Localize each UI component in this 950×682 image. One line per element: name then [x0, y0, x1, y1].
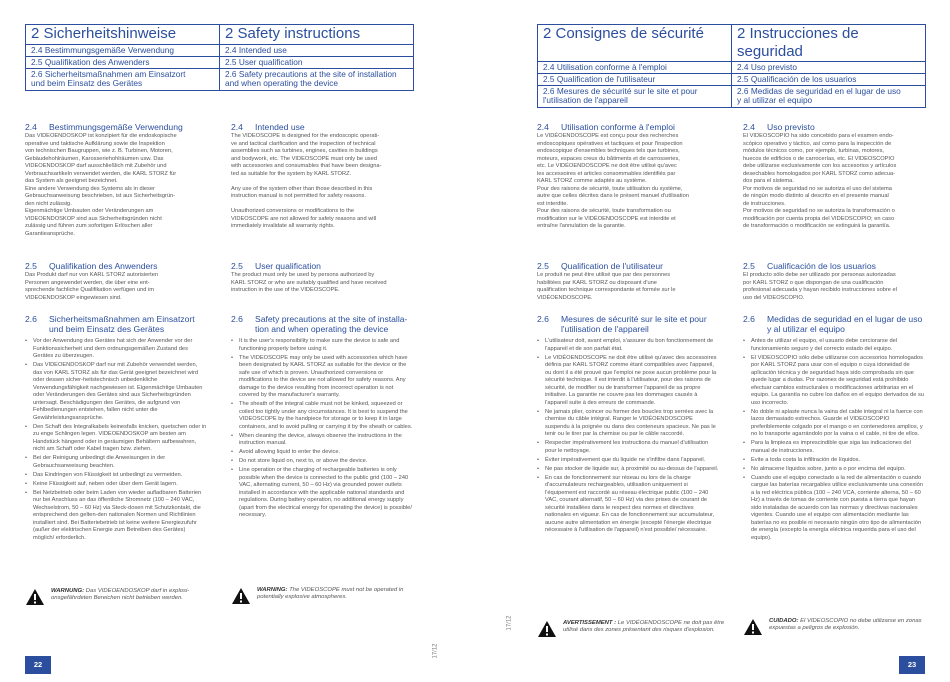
list-item: • Vor der Anwendung des Gerätes hat sich der Anwender vor der Funktionssicherheit und dem ordnungsgemäßen Zustand des Gerätes zu überzeugen.: [25, 338, 207, 361]
section-number: 2.5: [231, 261, 243, 271]
section-number: 2.6: [743, 314, 755, 324]
warning-icon: [743, 618, 763, 636]
list-item: • Bei der Reinigung unbedingt die Anweisungen in der Gebrauchsanweisung beachten.: [25, 455, 207, 470]
list-item: • Avoid allowing liquid to enter the device.: [231, 449, 413, 457]
toc-row-es-1[interactable]: 2.4 Uso previsto: [732, 62, 926, 74]
bullet-list-es: [743, 338, 925, 544]
list-item: • No almacene líquidos sobre, junto a o por encima del equipo.: [743, 466, 925, 474]
list-item: • Antes de utilizar el equipo, el usuario debe cerciorarse del funcionamiento seguro y del correcto estado del equipo.: [743, 338, 925, 353]
list-item: • Das VIDEOENDOSKOP darf nur mit Zubehör verwendet werden, das von KARL STORZ als für das Gerät geeignet bezeichnet wird oder dessen sicher-heitstechnisch unbedenkliche Verwendungsfähigkeit nachgewiesen ist. Eigenmächtige Umbauten oder Veränderungen des Gerätes sind aus Sicherheitsgründen untersagt. Beschädigungen des Gerätes, die aufgrund von Fehlbedienungen entstehen, fallen nicht unter die Gewährleistungsansprüche.: [25, 362, 207, 422]
paragraph-es-2-5: El producto sólo debe ser utilizado por personas autorizadas por KARL STORZ o que dispongan de una cualificación profesional adecuada y hayan recibido instrucciones sobre el uso del VIDEOSCOPIO.: [743, 272, 897, 301]
warning-icon: [231, 587, 251, 605]
list-item: • No doble ni aplaste nunca la vaina del cable integral ni la fuerce con lazos demasiado estrechos. Guarde el VIDEOSCOPIO preferiblemente colgado por el mango o en contenedores amplios, y no lo transporte agarrándolo por la vaina o el cable, ni tire de ellos.: [743, 409, 925, 439]
toc-row-es-3[interactable]: 2.6 Medidas de seguridad en el lugar de uso y al utilizar el equipo: [732, 86, 926, 108]
paragraph-de-2-5: Das Produkt darf nur von KARL STORZ autorisierten Personen angewendet werden, die über eine ent- sprechende fachliche Qualifikation verfügen und im VIDEOENDOSKOP eingewiesen sind.: [25, 272, 159, 301]
paragraph-es-2-4: El VIDEOSCOPIO ha sido concebido para el examen endo- scópico operativo y táctico, así como para la inspección de módulos técnicos como, por ejemplo, turbinas, motores, huecos de edificios o de carrocerías, etc. El VIDEOSCOPIO debe utilizarse exclusivamente con los accesorios y artículos desechables homologados por KARL STORZ como adecua- dos para el sistema. Por motivos de seguridad no se autoriza el uso del sistema de ningún modo distinto al descrito en el presente manual de instrucciones. Por motivos de seguridad no se autoriza la transformación o modificación por cuenta propia del VIDEOSCOPIO; en caso de transformación o modificación se extinguirá la garantía.: [743, 133, 897, 229]
warning-text: El VIDEOSCOPIO no debe utilizarse en zonas expuestas a peligros de explosión.: [769, 618, 922, 632]
list-item: • Evite a toda costa la infiltración de líquidos.: [743, 457, 925, 465]
warning-text: Le VIDÉOENDOSCOPE ne doit pas être utilisé dans des zones présentant des risques d'explosion.: [563, 620, 725, 634]
section-number: 2.5: [743, 261, 755, 271]
section-heading-de-2-5: [25, 261, 157, 271]
list-item: • Do not store liquid on, next to, or above the device.: [231, 458, 413, 466]
section-number: 2.6: [231, 314, 243, 324]
list-item: • Das Eindringen von Flüssigkeit ist unbedingt zu vermeiden.: [25, 472, 207, 480]
section-heading-es-2-4: [743, 122, 815, 132]
page-number-left: 22: [25, 656, 51, 674]
toc-row-fr-2[interactable]: 2.5 Qualification de l'utilisateur: [538, 74, 732, 86]
paragraph-fr-2-5: Le produit ne peut être utilisé que par des personnes habilitées par KARL STORZ ou disposant d'une qualification technique correspondante et formée sur le VIDÉOENDOSCOPE.: [537, 272, 676, 301]
section-title: Safety precautions at the site of installa- tion and when operating the device: [255, 314, 408, 334]
section-number: 2.5: [25, 261, 37, 271]
section-heading-fr-2-5: [537, 261, 663, 271]
list-item: • It is the user's responsibility to make sure the device is safe and functioning properly before using it.: [231, 338, 413, 353]
section-number: 2.5: [537, 261, 549, 271]
toc-row-fr-3[interactable]: 2.6 Mesures de sécurité sur le site et pour l'utilisation de l'appareil: [538, 86, 732, 108]
warning-en: [231, 587, 421, 605]
section-heading-en-2-5: [231, 261, 321, 271]
section-heading-fr-2-6: [537, 314, 707, 334]
list-item: • Cuando use el equipo conectado a la red de alimentación o cuando cargue las baterías recargables utilice exclusivamente una conexión a la red eléctrica pública (100 – 240 VCA, corriente alterna, 50 – 60 Hz) a través de tomas de corriente con puesta a tierra que hayan sido instaladas de acuerdo con las normas y directivas nacionales vigentes. Cuando use el equipo con alimentación mediante las baterías no es posible ni necesario ningún otro tipo de alimentación de energía (excepto la energía eléctrica requerida para el uso del equipo).: [743, 475, 925, 543]
section-number: 2.4: [231, 122, 243, 132]
paragraph-en-2-5: The product must only be used by persons authorized by KARL STORZ or who are suitably qualified and have received instruction in the use of the VIDEOSCOPE.: [231, 272, 387, 293]
section-title: Cualificación de los usuarios: [767, 261, 876, 271]
section-heading-de-2-6: [25, 314, 195, 334]
bullet-list-de: [25, 338, 207, 544]
section-heading-de-2-4: [25, 122, 183, 132]
toc-row-de-3[interactable]: 2.6 Sicherheitsmaßnahmen am Einsatzort und beim Einsatz des Gerätes: [26, 69, 220, 91]
section-number: 2.6: [537, 314, 549, 324]
toc-row-fr-1[interactable]: 2.4 Utilisation conforme à l'emploi: [538, 62, 732, 74]
toc-heading-de: 2 Sicherheitshinweise: [26, 25, 220, 45]
side-print-mark-right: 17/12: [506, 615, 513, 631]
list-item: • Respecter impérativement les instructions du manuel d'utilisation pour le nettoyage.: [537, 440, 719, 455]
section-title: Sicherheitsmaßnahmen am Einsatzort und beim Einsatz des Gerätes: [49, 314, 195, 334]
list-item: • When cleaning the device, always observe the instructions in the instruction manual.: [231, 433, 413, 448]
warning-icon: [25, 588, 45, 606]
warning-label: AVERTISSEMENT :: [563, 620, 617, 626]
list-item: • The sheath of the integral cable must not be kinked, squeezed or coiled too tightly under any circumstances. It is best to suspend the VIDEOSCOPE by the handpiece for storage or to keep it in large containers, and to avoid pulling or carrying it by the sheath or cables.: [231, 401, 413, 431]
bullet-list-fr: [537, 338, 719, 536]
toc-row-en-3[interactable]: 2.6 Safety precautions at the site of installation and when operating the device: [220, 69, 414, 91]
list-item: • L'utilisateur doit, avant emploi, s'assurer du bon fonctionnement de l'appareil et de son parfait état.: [537, 338, 719, 353]
section-title: Medidas de seguridad en el lugar de uso y al utilizar el equipo: [767, 314, 923, 334]
warning-de: [25, 588, 215, 606]
paragraph-en-2-4: The VIDEOSCOPE is designed for the endoscopic operati- ve and tactical clarification and the inspection of technical assemblies such as turbines, engines, cavities in buildings and bodywork, etc. The VIDEOSCOPE must only be used with accessories and consumables that have been designa- ted as suitable for the system by KARL STORZ. Any use of the system other than those described in this instruction manual is not permitted for safety reasons. Unauthorized conversions or modifications to the VIDEOSCOPE are not allowed for safety reasons and will immediately invalidate all warranty rights.: [231, 133, 382, 229]
section-title: Bestimmungsgemäße Verwendung: [49, 122, 183, 132]
section-title: Qualifikation des Anwenders: [49, 261, 158, 271]
section-title: Utilisation conforme à l'emploi: [561, 122, 675, 132]
list-item: • Le VIDÉOENDOSCOPE ne doit être utilisé qu'avec des accessoires définis par KARL STORZ comme étant compatibles avec l'appareil, ou dont il a été prouvé que l'emploi ne pose aucun problème pour la sécurité technique. Il est interdit à l'utilisateur, pour des raisons de sécurité, de modifier ou de transformer l'appareil de sa propre initiative. La garantie ne couvre pas les dommages causés à l'appareil suite à des erreurs de commande.: [537, 355, 719, 408]
warning-label: WARNING:: [257, 587, 288, 593]
toc-heading-fr: 2 Consignes de sécurité: [538, 25, 732, 62]
toc-row-en-1[interactable]: 2.4 Intended use: [220, 45, 414, 57]
warning-icon: [537, 620, 557, 638]
toc-table-right: [537, 24, 926, 108]
list-item: • Keine Flüssigkeit auf, neben oder über dem Gerät lagern.: [25, 481, 207, 489]
warning-label: WARNUNG:: [51, 588, 85, 594]
section-title: Mesures de sécurité sur le site et pour l'utilisation de l'appareil: [561, 314, 707, 334]
section-title: Qualification de l'utilisateur: [561, 261, 663, 271]
toc-heading-es: 2 Instrucciones de seguridad: [732, 25, 926, 62]
list-item: • Line operation or the charging of rechargeable batteries is only possible when the device is connected to the public grid (100 – 240 VAC, alternating current, 50 – 60 Hz) via grounded power outlets installed in accordance with the applicable national standards and regulations. During battery operation, no additional energy supply (apart from the electrical energy for operating the device) is possible/ necessary.: [231, 467, 413, 520]
section-heading-fr-2-4: [537, 122, 675, 132]
page-number-right: 23: [899, 656, 925, 674]
section-number: 2.4: [25, 122, 37, 132]
list-item: • El VIDEOSCOPIO sólo debe utilizarse con accesorios homologados por KARL STORZ para usar con el equipo o cuya idoneidad de aplicación técnica y de seguridad haya sido comprobada sin que quede lugar a dudas. Por razones de seguridad está prohibido efectuar cambios estructurales o modificaciones arbitrarias en el equipo. La garantía no cubre los daños en el equipo derivados de su uso incorrecto.: [743, 355, 925, 408]
toc-table-left: [25, 24, 414, 91]
section-title: User qualification: [255, 261, 321, 271]
list-item: • Ne pas stocker de liquide sur, à proximité ou au-dessus de l'appareil.: [537, 466, 719, 474]
toc-row-de-2[interactable]: 2.5 Qualifikation des Anwenders: [26, 57, 220, 69]
section-heading-en-2-4: [231, 122, 305, 132]
paragraph-fr-2-4: Le VIDÉOENDOSCOPE est conçu pour des recherches endoscopiques opératives et tactiques et pour l'inspection endoscopique d'ensembles techniques tels que turbines, moteurs, espaces creux du bâtiments et de carrosseries, etc. Le VIDÉOENDOSCOPE ne doit être utilisé qu'avec les accessoires et articles consommables identifiés par KARL STORZ comme adaptés au système. Pour des raisons de sécurité, toute utilisation du système, autre que celles décrites dans le présent manuel d'utilisation est interdite. Pour des raisons de sécurité, toute transformation ou modification sur le VIDÉOENDOSCOPE est interdite et entraîne l'annulation de la garantie.: [537, 133, 689, 229]
section-title: Uso previsto: [767, 122, 815, 132]
bullet-list-en: [231, 338, 413, 521]
list-item: • Ne jamais plier, coincer ou former des boucles trop serrées avec la chemise du câble intégral. Ranger le VIDÉOENDOSCOPE suspendu à la poignée ou dans des conteneurs spacieux. Ne pas le tenir ou le tirer par la chemise ou par le câble raccordé.: [537, 409, 719, 439]
warning-text: The VIDEOSCOPE must not be operated in potentially explosive atmospheres.: [257, 587, 404, 601]
toc-row-de-1[interactable]: 2.4 Bestimmungsgemäße Verwendung: [26, 45, 220, 57]
section-heading-en-2-6: [231, 314, 407, 334]
warning-text: Das VIDEOENDOSKOP darf in explosi-onsgefährdeten Bereichen nicht betrieben werden.: [51, 588, 190, 602]
list-item: • Para la limpieza es imprescindible que siga las indicaciones del manual de instrucciones.: [743, 440, 925, 455]
toc-row-es-2[interactable]: 2.5 Qualificación de los usuarios: [732, 74, 926, 86]
section-number: 2.4: [537, 122, 549, 132]
list-item: • The VIDEOSCOPE may only be used with accessories which have been designated by KARL STORZ as suitable for the device or the safe use of which is proven. Unauthorized conversions or modifications to the device are not allowed for safety reasons. Any damage to the device resulting from incorrect operation is not covered by the manufacturer's warranty.: [231, 355, 413, 400]
section-number: 2.4: [743, 122, 755, 132]
section-number: 2.6: [25, 314, 37, 324]
toc-row-en-2[interactable]: 2.5 User qualification: [220, 57, 414, 69]
list-item: • Éviter impérativement que du liquide ne s'infiltre dans l'appareil.: [537, 457, 719, 465]
section-heading-es-2-6: [743, 314, 922, 334]
toc-heading-en: 2 Safety instructions: [220, 25, 414, 45]
warning-es: [743, 618, 933, 636]
side-print-mark-left: 17/12: [432, 643, 439, 659]
warning-fr: [537, 620, 727, 638]
warning-label: CUIDADO:: [769, 618, 799, 624]
list-item: • Den Schaft des Integralkabels keinesfalls knicken, quetschen oder in zu enge Schlingen legen. VIDEOENDOSKOP am besten am Handstück hängend oder in geräumigen Behältern aufbewahren, nicht am Schaft oder Kabel tragen bzw. ziehen.: [25, 424, 207, 454]
paragraph-de-2-4: Das VIDEOENDOSKOP ist konzipiert für die endoskopische operative und taktische Aufklärung sowie die Inspektion von technischen Baugruppen, wie z. B. Turbinen, Motoren, Gebäudehohlräumen, Karosseriehohlräumen usw. Das VIDEOENDOSKOP darf ausschließlich mit Zubehör und Verbrauchsartikeln verwendet werden, die KARL STORZ für das System als geeignet bezeichnet. Eine andere Verwendung des Systems als in dieser Gebrauchsanweisung beschrieben, ist aus Sicherheitsgrün- den nicht zulässig. Eigenmächtige Umbauten oder Veränderungen am VIDEOENDOSKOP sind aus Sicherheitsgründen nicht zulässig und führen zum sofortigen Erlöschen aller Garantieansprüche.: [25, 133, 177, 237]
list-item: • En cas de fonctionnement sur réseau ou lors de la charge d'accumulateurs rechargeables, utilisation uniquement si l'équipement est raccordé au réseau électrique public (100 – 240 VAC, courant alternatif, 50 – 60 Hz) via des prises de courant de sécurité installées dans le respect des normes et directives nationales en vigueur. En cas de fonctionnement sur accumulateur, aucune autre alimentation en énergie (excepté l'énergie électrique nécessaire à l'utilisation de l'appareil) n'est possible/ nécessaire.: [537, 475, 719, 535]
list-item: • Bei Netzbetrieb oder beim Laden von wieder aufladbaren Batterien nur bei Anschluss an das öffentliche Stromnetz (100 – 240 VAC, Wechselstrom, 50 – 60 Hz) via Steck-dosen mit Schutzkontakt, die entsprechend den gelten-den nationalen Normen und Richtlinien installiert sind. Bei Batteriebetrieb ist keine weitere Energiezufuhr (außer der elektrischen Energie zum Betreiben des Gerätes) möglich/ erforderlich.: [25, 490, 207, 543]
section-heading-es-2-5: [743, 261, 876, 271]
section-title: Intended use: [255, 122, 305, 132]
